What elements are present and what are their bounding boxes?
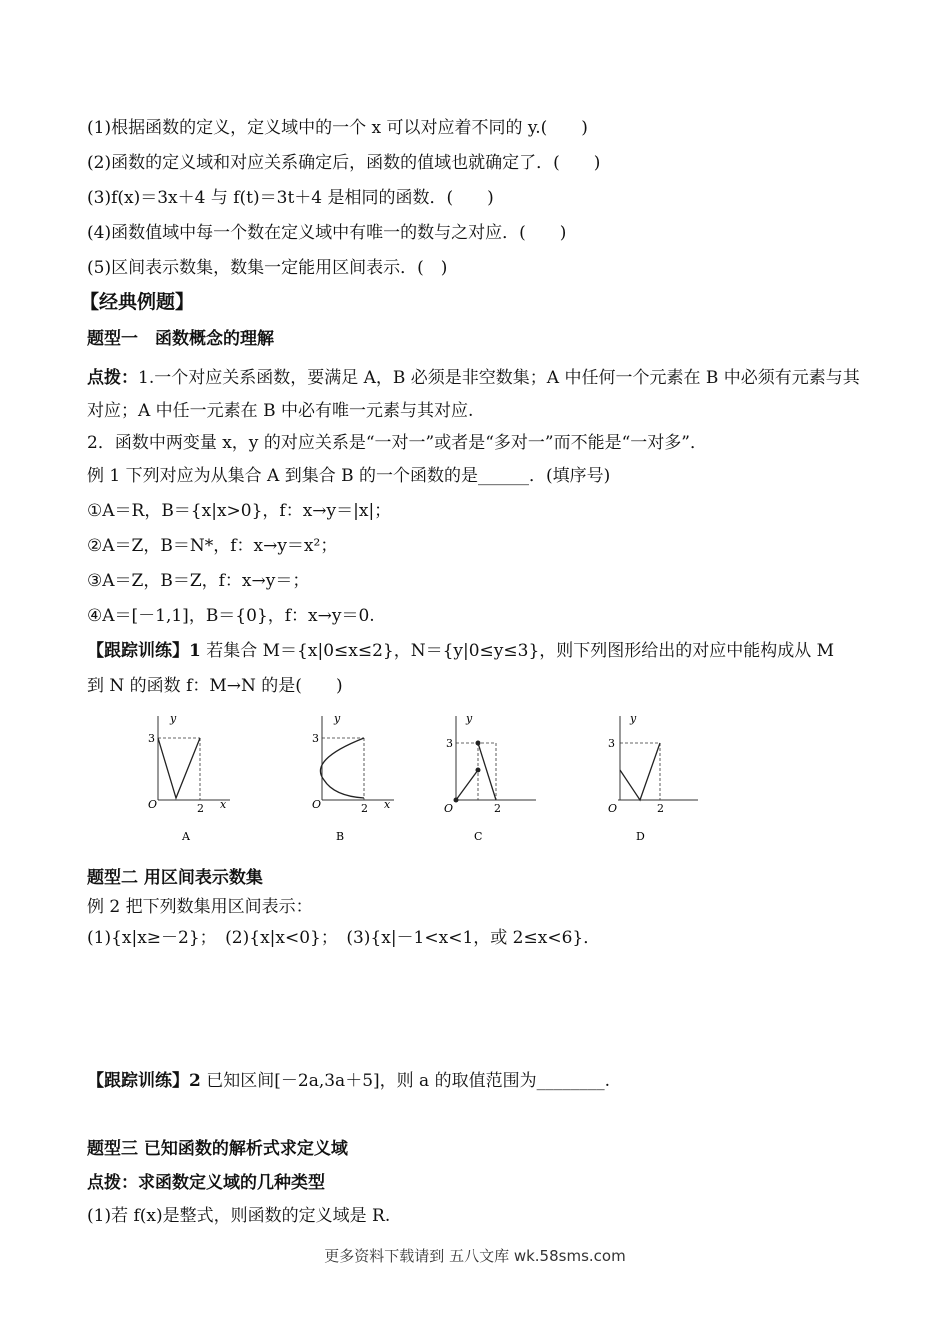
section-title: 【经典例题】 [80,291,195,313]
tick-3: 3 [608,737,615,750]
origin-label: O [148,798,158,811]
example1-option-3: ③A＝Z，B＝Z，f：x→y＝； [87,571,310,591]
origin-label: O [312,798,322,811]
example1-option-2: ②A＝Z，B＝N*，f：x→y＝x²； [87,536,338,556]
answer-graphs [130,710,730,850]
graph-c-svg [440,710,570,850]
graph-d-curve [620,743,660,800]
origin-label: O [608,802,618,815]
example1-option-4: ④A＝[－1,1]，B＝{0}，f：x→y＝0. [87,606,375,626]
practice2-label: 【跟踪训练】2 [87,1071,201,1091]
x-label: x [384,798,391,811]
practice1-label: 【跟踪训练】1 [87,641,201,661]
origin-label: O [444,802,454,815]
graph-b [290,710,420,850]
tip1-text: 1.一个对应关系函数，要满足 A，B 必须是非空数集；A 中任何一个元素在 B 中必须有元素与其对应；A 中任一元素在 B 中必有唯一元素与其对应. [87,368,860,421]
practice1-line2: 到 N 的函数 f：M→N 的是( ) [87,676,343,696]
judge-item-5: (5)区间表示数集，数集一定能用区间表示．( ) [87,258,448,278]
tick-2: 2 [197,802,204,815]
point-2 [476,741,481,746]
graph-a-curve [158,738,200,798]
tick-3: 3 [148,732,155,745]
type3-tip: 点拨：求函数定义域的几种类型 [87,1173,325,1193]
x-label: x [220,798,227,811]
graph-a-label: A [182,830,190,843]
example1: 例 1 下列对应为从集合 A 到集合 B 的一个函数的是______．(填序号) [87,466,611,486]
graph-d [600,710,730,850]
practice1-line1 [87,640,834,662]
graph-d-label: D [636,830,645,843]
type3-item1: (1)若 f(x)是整式，则函数的定义域是 R. [87,1206,391,1226]
tick-3: 3 [312,732,319,745]
practice1-text: 若集合 M＝{x|0≤x≤2}，N＝{y|0≤y≤3}，则下列图形给出的对应中能构成从 M [206,641,835,661]
type1-tip1 [87,362,867,428]
y-label: y [170,712,177,725]
example1-option-1: ①A＝R，B＝{x|x>0}，f：x→y＝|x|； [87,501,392,521]
tick-3: 3 [446,737,453,750]
tip-label: 点拨： [87,368,138,388]
point-0 [454,798,459,803]
type1-tip2: 2．函数中两变量 x，y 的对应关系是“一对一”或者是“多对一”而不能是“一对多”． [87,433,707,453]
tick-2: 2 [657,802,664,815]
judge-item-3: (3)f(x)＝3x＋4 与 f(t)＝3t＋4 是相同的函数．( ) [87,188,494,208]
graph-b-svg [290,710,420,850]
graph-a-svg [130,710,260,850]
example2: 例 2 把下列数集用区间表示： [87,897,313,917]
graph-b-curve [320,738,364,798]
practice2 [87,1070,610,1092]
point-1 [476,768,481,773]
footer-link[interactable]: 更多资料下载请到 五八文库 wk.58sms.com [324,1247,626,1265]
graph-c [440,710,570,850]
graph-a [130,710,260,850]
y-label: y [334,712,341,725]
graph-b-label: B [336,830,345,843]
y-label: y [630,712,637,725]
example2-items: (1){x|x≥－2}； (2){x|x<0}； (3){x|－1<x<1，或 2≤x<6}． [87,928,601,948]
segment-2 [478,743,496,800]
segment-1 [456,770,478,800]
type2-title: 题型二 用区间表示数集 [87,868,263,888]
type1-title: 题型一 函数概念的理解 [87,329,274,349]
graph-d-svg [600,710,730,850]
judge-item-2: (2)函数的定义域和对应关系确定后，函数的值域也就确定了．( ) [87,153,601,173]
tick-2: 2 [494,802,501,815]
tick-2: 2 [361,802,368,815]
type3-title: 题型三 已知函数的解析式求定义域 [87,1139,348,1159]
judge-item-1: (1)根据函数的定义，定义域中的一个 x 可以对应着不同的 y.( ) [87,118,588,138]
graph-c-label: C [474,830,483,843]
y-label: y [466,712,473,725]
judge-item-4: (4)函数值域中每一个数在定义域中有唯一的数与之对应．( ) [87,223,567,243]
practice2-text: 已知区间[－2a,3a＋5]，则 a 的取值范围为________. [206,1071,610,1091]
